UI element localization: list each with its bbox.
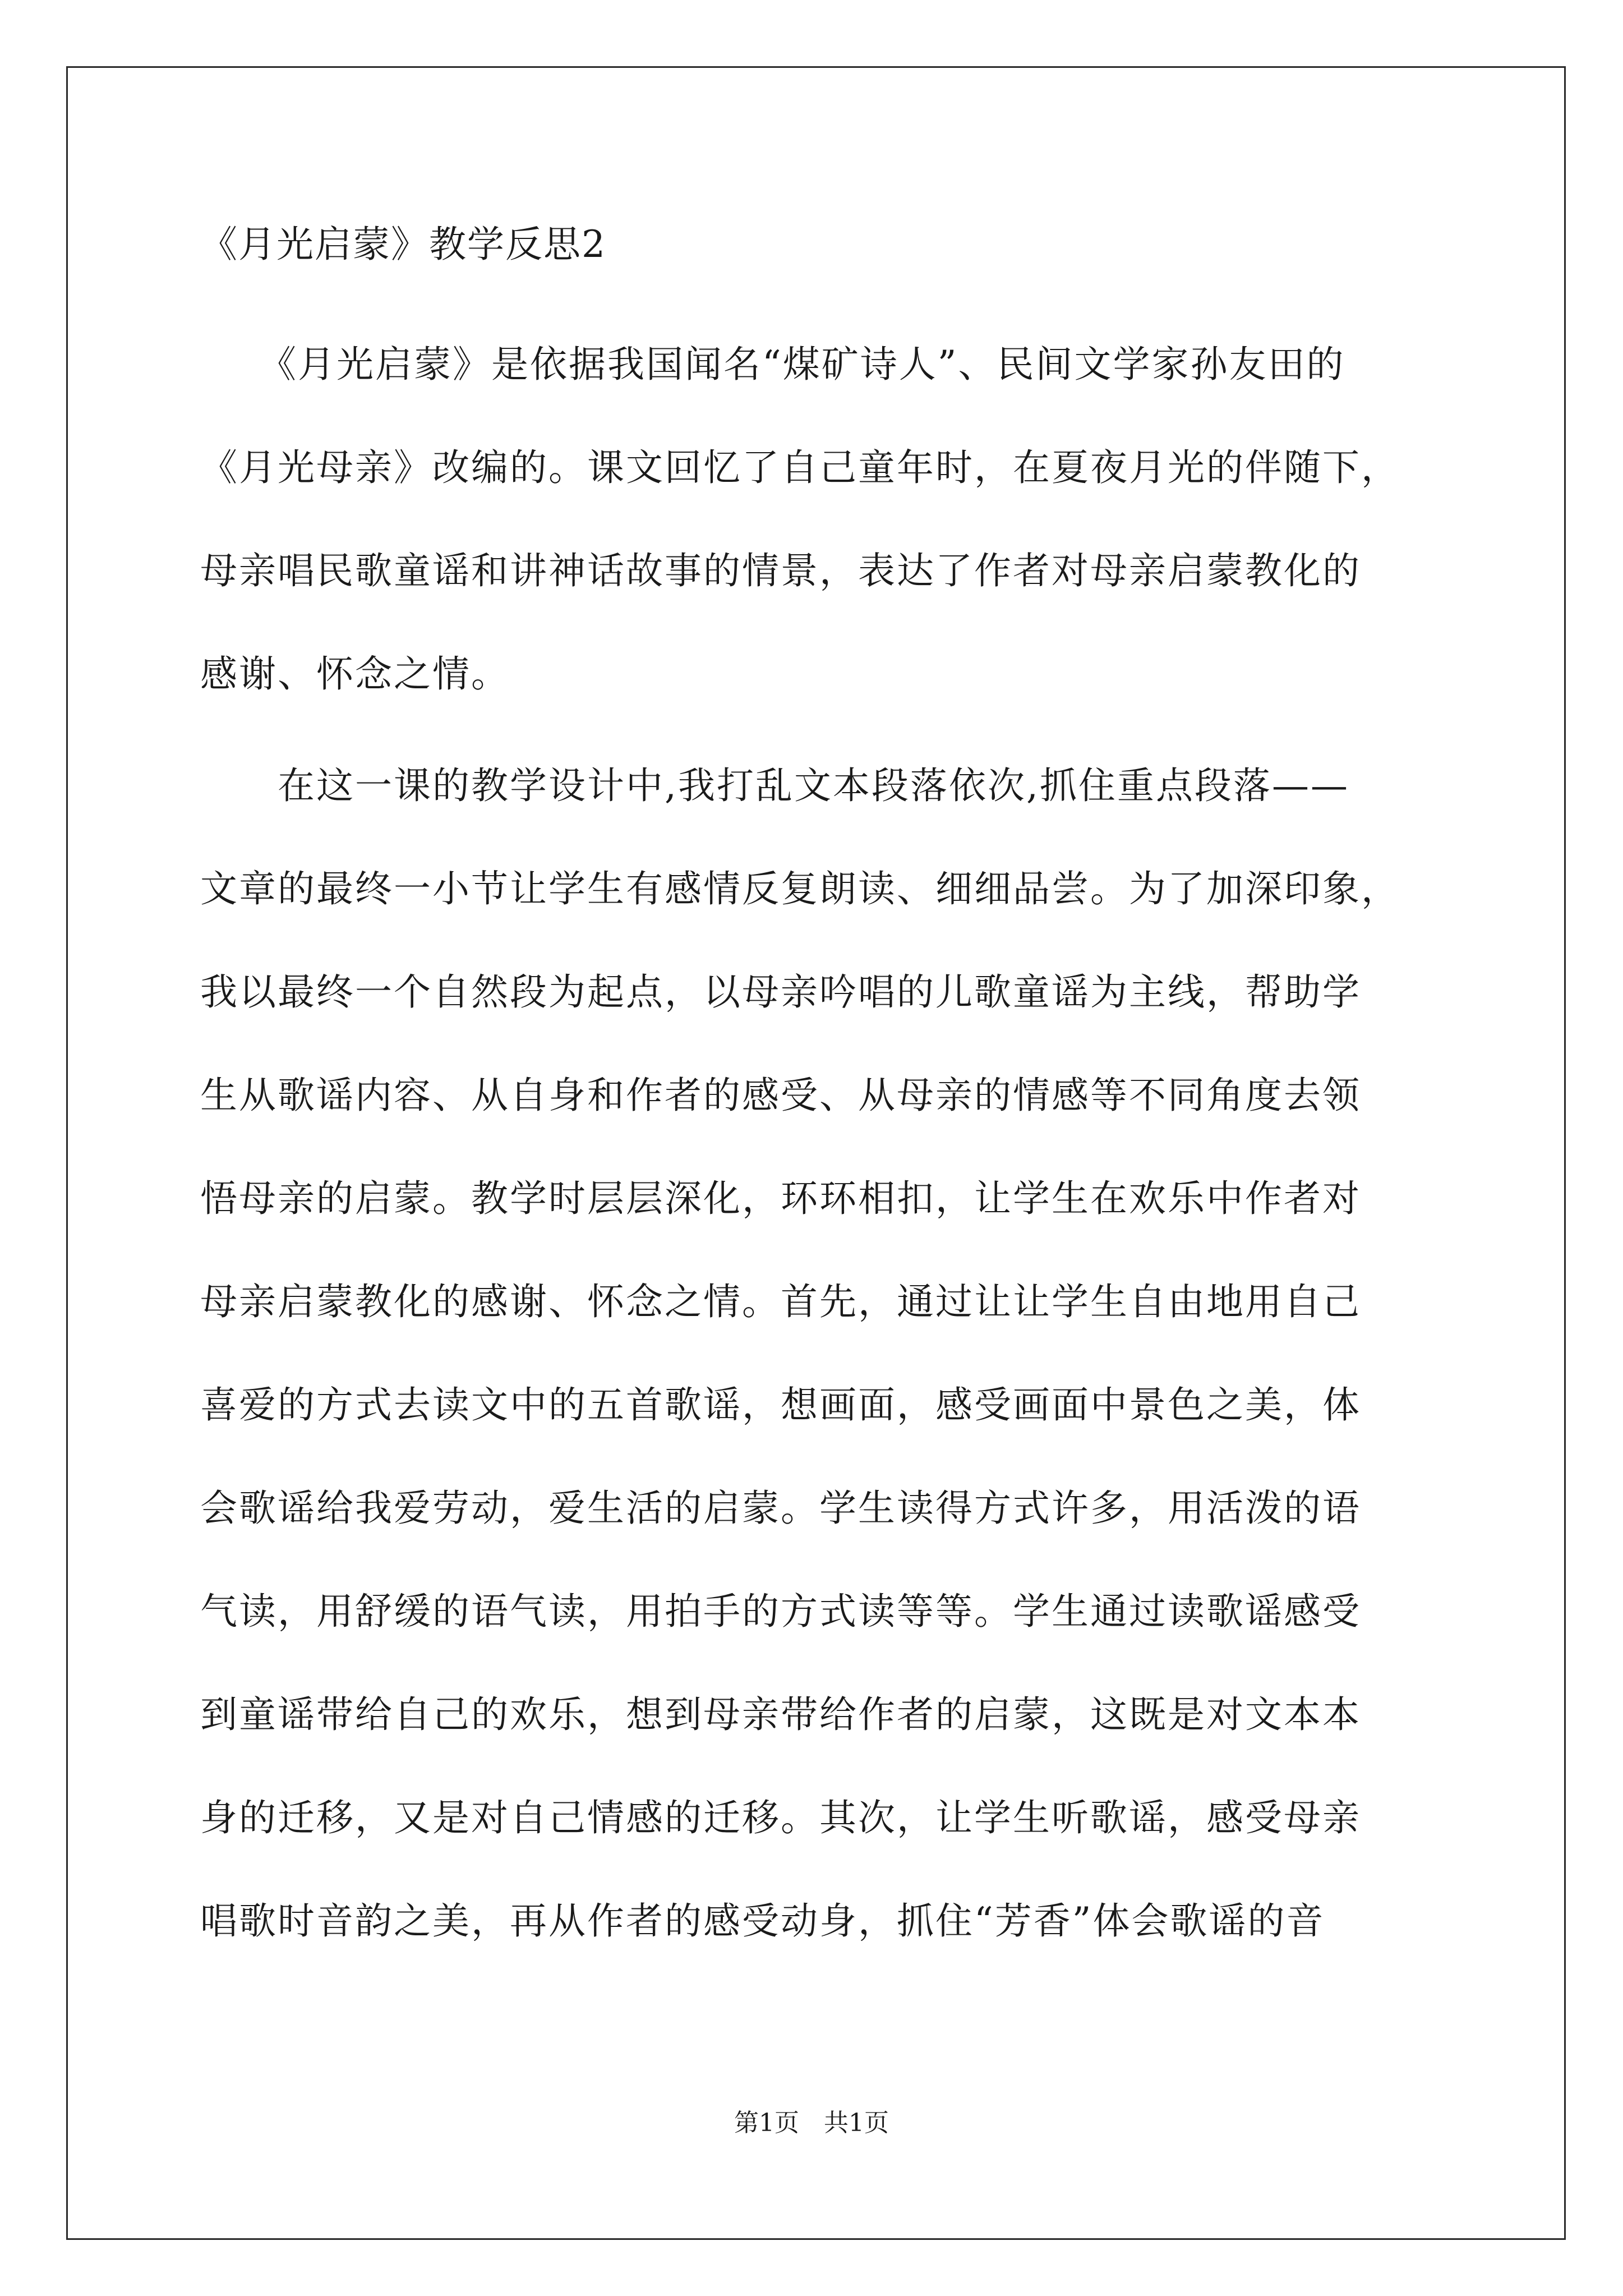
body-line: 我以最终一个自然段为起点，以母亲吟唱的儿歌童谣为主线，帮助学 [200,970,1361,1014]
document-title: 《月光启蒙》教学反思2 [200,223,606,266]
body-line: 悟母亲的启蒙。教学时层层深化，环环相扣，让学生在欢乐中作者对 [200,1177,1361,1220]
body-line: 母亲唱民歌童谣和讲神话故事的情景，表达了作者对母亲启蒙教化的 [200,549,1361,592]
body-line: 《月光母亲》改编的。课文回忆了自己童年时，在夏夜月光的伴随下， [200,446,1400,489]
body-line: 文章的最终一小节让学生有感情反复朗读、细细品尝。为了加深印象， [200,867,1400,910]
body-line: 身的迁移，又是对自己情感的迁移。其次，让学生听歌谣，感受母亲 [200,1796,1361,1839]
body-line: 气读，用舒缓的语气读，用拍手的方式读等等。学生通过读歌谣感受 [200,1590,1361,1633]
body-line: 唱歌时音韵之美，再从作者的感受动身，抓住“芳香”体会歌谣的音 [200,1899,1325,1943]
body-line: 《月光启蒙》是依据我国闻名“煤矿诗人”、民间文学家孙友田的 [200,343,1345,386]
body-line: 喜爱的方式去读文中的五首歌谣，想画面，感受画面中景色之美，体 [200,1383,1361,1427]
body-line: 在这一课的教学设计中,我打乱文本段落依次,抓住重点段落—— [200,764,1349,807]
body-line: 到童谣带给自己的欢乐，想到母亲带给作者的启蒙，这既是对文本本 [200,1693,1361,1736]
page-footer: 第1页 共1页 [734,2109,889,2137]
body-line: 感谢、怀念之情。 [200,652,510,696]
body-line: 生从歌谣内容、从自身和作者的感受、从母亲的情感等不同角度去领 [200,1074,1361,1117]
body-line: 会歌谣给我爱劳动，爱生活的启蒙。学生读得方式许多，用活泼的语 [200,1487,1361,1530]
body-line: 母亲启蒙教化的感谢、怀念之情。首先，通过让让学生自由地用自己 [200,1280,1361,1323]
